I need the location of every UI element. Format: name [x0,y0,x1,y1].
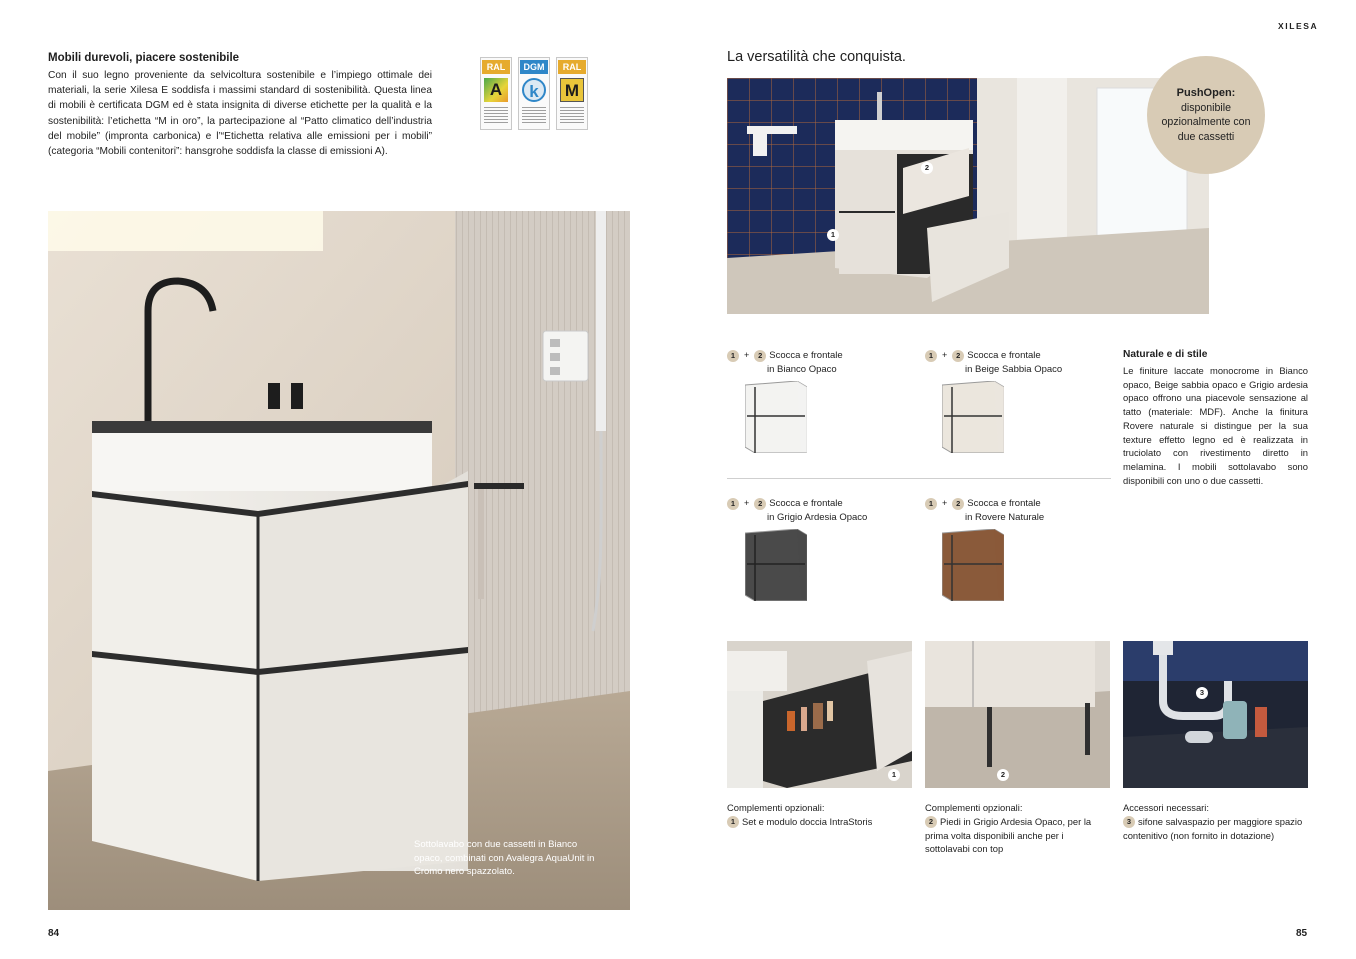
brand-name: XILESA [1278,21,1319,31]
number-badge: 1 [727,816,739,828]
siphon-illustration [1123,641,1308,788]
plus-sign: + [942,350,948,360]
number-badge: 1 [727,498,739,510]
plus-sign: + [744,498,750,508]
number-badge: 3 [1123,816,1135,828]
page-number-right: 85 [1296,928,1308,939]
bathroom-illustration [727,78,1209,314]
variant-grigio-ardesia [727,497,927,525]
caption-required-3 [1123,801,1308,842]
variant-line1: Scocca e frontale [967,350,1041,361]
vanity-illustration [48,211,630,910]
number-badge: 2 [952,498,964,510]
push-open-badge [1147,56,1265,174]
intro-body: Con il suo legno proveniente da selvicoltura sostenibile e l’impiego ottimale dei materiali, la serie Xilesa E soddisfa i massimi standard di sostenibilità. Questa linea di mobili è certificata DGM ed è stata insignita di diverse etichette per la qualità e la sostenibilità: l’etichetta “M in oro”, la partecipazione al “Patto climatico dell’industria del mobile” (impronta carbonica) e l’“Etichetta relativa alle emissioni per i mobili” (categoria “Mobili contenitori”: hansgrohe soddisfa la classe di emissioni A). [48,70,432,158]
thumb-marker-2 [997,766,1009,784]
variant-bianco-opaco [727,349,927,377]
number-badge: 1 [925,350,937,362]
caption-title: Accessori necessari: [1123,802,1209,813]
marker-badge: 2 [921,162,933,174]
label-fineprint [560,107,584,123]
cabinet-swatch-grigio [745,529,807,601]
push-open-title: PushOpen: [1176,87,1236,99]
photo-vanity-blue-tiles [727,78,1209,314]
finish-title: Naturale e di stile [1123,349,1208,360]
label-symbol: k [522,78,546,102]
variant-line1: Scocca e frontale [967,498,1041,509]
number-badge: 1 [727,350,739,362]
photo-marker-2 [921,159,933,177]
variant-rovere-naturale [925,497,1125,525]
drawer-illustration [727,641,912,788]
intro-title: Mobili durevoli, piacere sostenibile [48,52,240,64]
plus-sign: + [942,498,948,508]
caption-title: Complementi opzionali: [727,802,825,813]
certification-labels [480,57,588,131]
label-head: RAL [482,60,510,74]
label-symbol: A [484,78,508,102]
variant-line2: in Grigio Ardesia Opaco [767,511,868,523]
variant-line1: Scocca e frontale [769,350,843,361]
variant-line2: in Rovere Naturale [965,511,1045,523]
label-fineprint [484,107,508,123]
caption-title: Complementi opzionali: [925,802,1023,813]
thumb-drawer-storage [727,641,912,788]
thumb-cabinet-feet [925,641,1110,788]
caption-text: Set e modulo doccia IntraStoris [742,815,873,827]
thumb-marker-1 [888,766,900,784]
caption-text: sifone salvaspazio per maggiore spazio contenitivo (non fornito in dotazione) [1123,815,1303,841]
dgm-climate-label [518,57,550,130]
number-badge: 2 [952,350,964,362]
label-head: RAL [558,60,586,74]
variant-beige-sabbia [925,349,1125,377]
marker-badge: 3 [1196,687,1208,699]
variant-line2: in Bianco Opaco [767,363,837,375]
number-badge: 1 [925,498,937,510]
section-title: La versatilità che conquista. [727,49,906,65]
caption-text: Piedi in Grigio Ardesia Opaco, per la prima volta disponibili anche per i sottolavabi con top [925,815,1092,855]
plus-sign: + [744,350,750,360]
finish-body: Le finiture laccate monocrome in Bianco opaco, Beige sabbia opaco e Grigio ardesia opaco offrono una piacevole sensazione al tatto (materiale: MDF). Anche la finitura Rovere naturale si distingue per la sua texture effetto legno ed è realizzata in truciolato con rivestimento diretto in melamina. I mobili sottolavabo sono disponibili con uno o due cassetti. [1123,365,1308,486]
thumb-marker-3 [1196,684,1208,702]
number-badge: 2 [754,350,766,362]
marker-badge: 1 [827,229,839,241]
ral-emission-label [480,57,512,130]
hero-caption: Sottolavabo con due cassetti in Bianco opaco, combinati con Avalegra AquaUnit in Cromo nero spazzolato. [414,839,595,878]
ral-golden-m-label [556,57,588,130]
photo-marker-1 [827,226,839,244]
marker-badge: 2 [997,769,1009,781]
hero-photo-vanity [48,211,630,910]
cabinet-swatch-rovere [942,529,1004,601]
marker-badge: 1 [888,769,900,781]
caption-optional-1 [727,801,912,829]
label-symbol: M [560,78,584,102]
caption-optional-2 [925,801,1110,856]
label-fineprint [522,107,546,123]
feet-illustration [925,641,1110,788]
variants-divider [727,478,1111,479]
cabinet-swatch-bianco [745,381,807,453]
page-number-left: 84 [48,928,60,939]
variant-line1: Scocca e frontale [769,498,843,509]
thumb-space-saving-siphon [1123,641,1308,788]
cabinet-swatch-beige [942,381,1004,453]
variant-line2: in Beige Sabbia Opaco [965,363,1063,375]
label-head: DGM [520,60,548,74]
number-badge: 2 [925,816,937,828]
number-badge: 2 [754,498,766,510]
push-open-text: disponibile opzionalmente con due cassetti [1161,101,1251,143]
